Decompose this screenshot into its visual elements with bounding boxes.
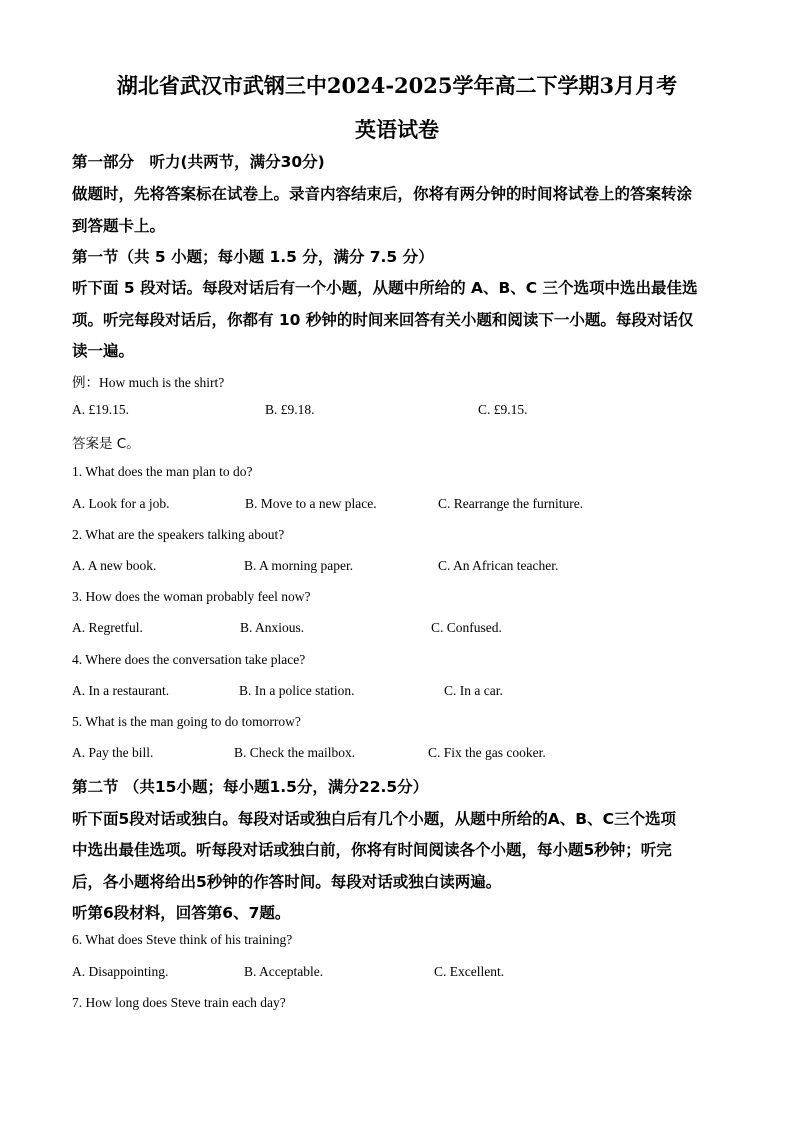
section2-instruction-line: 中选出最佳选项。听每段对话或独白前，你将有时间阅读各个小题，每小题5秒钟；听完 [72,841,672,859]
option-a: A. A new book. [72,558,157,573]
option-a: A. In a restaurant. [72,683,170,698]
option-b: B. In a police station. [239,683,355,698]
example-question: 例：How much is the shirt? [72,375,225,390]
question-text: 2. What are the speakers talking about? [72,527,285,542]
option-c: C. Excellent. [434,964,505,979]
question-text: 4. Where does the conversation take place? [72,652,306,667]
example-option-a: A. £19.15. [72,402,129,417]
part1-heading: 第一部分 听力(共两节，满分30分) [72,153,325,171]
material-heading: 听第6段材料，回答第6、7题。 [72,904,291,922]
question-text: 5. What is the man going to do tomorrow? [72,714,301,729]
section2-instruction-line: 听下面5段对话或独白。每段对话或独白后有几个小题，从题中所给的A、B、C三个选项 [72,810,676,828]
example-option-b: B. £9.18. [265,402,315,417]
part1-instruction-line: 做题时，先将答案标在试卷上。录音内容结束后，你将有两分钟的时间将试卷上的答案转涂 [72,185,693,203]
section2-instruction-line: 后，各小题将给出5秒钟的作答时间。每段对话或独白读两遍。 [72,873,502,891]
exam-title: 湖北省武汉市武钢三中2024-2025学年高二下学期3月月考 [116,73,678,98]
option-c: C. An African teacher. [438,558,559,573]
example-option-c: C. £9.15. [478,402,528,417]
option-b: B. A morning paper. [244,558,354,573]
section2-heading: 第二节 （共15小题；每小题1.5分，满分22.5分） [72,778,429,796]
option-a: A. Look for a job. [72,496,170,511]
section1-heading: 第一节（共 5 小题；每小题 1.5 分，满分 7.5 分） [72,248,434,266]
option-a: A. Disappointing. [72,964,169,979]
question-text: 6. What does Steve think of his training? [72,932,293,947]
option-b: B. Check the mailbox. [234,745,356,760]
question-text: 3. How does the woman probably feel now? [72,589,311,604]
option-b: B. Move to a new place. [245,496,377,511]
question-text: 1. What does the man plan to do? [72,464,253,479]
option-b: B. Acceptable. [244,964,324,979]
option-a: A. Pay the bill. [72,745,154,760]
section1-instruction-line: 读一遍。 [72,342,135,360]
option-c: C. Fix the gas cooker. [428,745,546,760]
exam-subtitle: 英语试卷 [355,117,439,142]
question-text: 7. How long does Steve train each day? [72,995,286,1010]
option-b: B. Anxious. [240,620,305,635]
section1-instruction-line: 听下面 5 段对话。每段对话后有一个小题，从题中所给的 A、B、C 三个选项中选出最佳选 [72,279,698,297]
option-c: C. In a car. [444,683,503,698]
example-answer: 答案是 C。 [72,436,140,452]
option-c: C. Rearrange the furniture. [438,496,584,511]
section1-instruction-line: 项。听完每段对话后，你都有 10 秒钟的时间来回答有关小题和阅读下一小题。每段对话仅 [72,311,694,329]
option-c: C. Confused. [431,620,502,635]
part1-instruction-line: 到答题卡上。 [72,217,166,235]
option-a: A. Regretful. [72,620,143,635]
